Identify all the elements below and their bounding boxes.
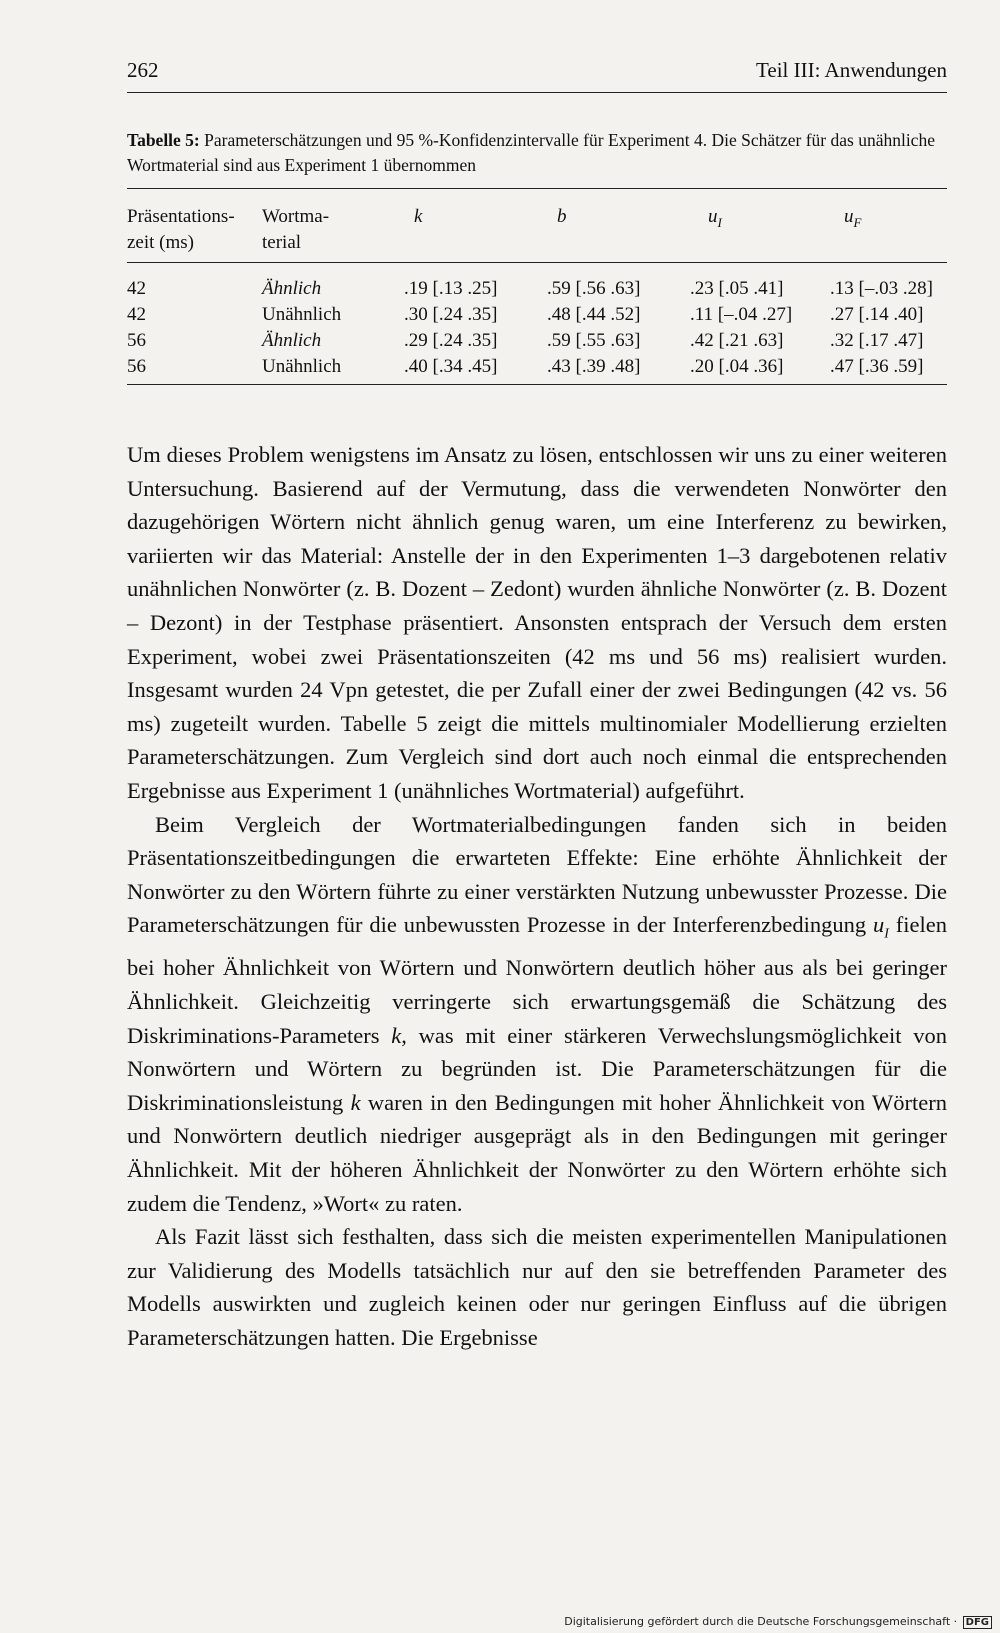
symbol-uI: $u_I$ [872,912,889,942]
cell-zeit: 56 [127,330,146,351]
footer-text: Digitalisierung gefördert durch die Deutsche Forschungsgemeinschaft · [564,1615,958,1628]
table-row [127,328,947,354]
cell-material: Unähnlich [262,304,342,325]
running-title: Teil III: Anwendungen [756,58,947,82]
header-uI: $u_I$ [708,206,722,230]
cell-uF: .47 [.36 .59] [830,356,924,377]
symbol-k: k [391,1022,402,1048]
cell-k: .19 [.13 .25] [404,278,498,299]
cell-zeit: 56 [127,356,146,377]
cell-uF: .32 [.17 .47] [830,330,924,351]
table-top-rule [127,188,947,189]
cell-material: Ähnlich [262,278,322,299]
header-uF: $u_F$ [844,206,862,230]
cell-material: Ähnlich [262,330,322,351]
header-rule [127,92,947,93]
digitization-footer [564,1615,992,1629]
table-header [127,204,947,256]
page-header [127,58,947,92]
body-text [127,438,947,1355]
cell-uF: .13 [–.03 .28] [830,278,933,299]
header-b: b [557,206,567,227]
cell-k: .29 [.24 .35] [404,330,498,351]
cell-material: Unähnlich [262,356,342,377]
header-zeit: Präsentations- zeit (ms) [127,206,235,253]
cell-b: .43 [.39 .48] [547,356,641,377]
header-material: Wortma- terial [262,206,330,253]
symbol-k: k [350,1089,361,1115]
cell-uF: .27 [.14 .40] [830,304,924,325]
cell-b: .59 [.55 .63] [547,330,641,351]
paragraph: Beim Vergleich der Wortmaterialbedingungen fanden sich in beiden Präsentationszeitbedingungen die erwarteten Effekte: Eine erhöhte Ähnlichkeit der Nonwörter zu den Wörtern führte zu einer verstärkten Nutzung unbewusster Prozesse. Die Parameterschätzungen für die unbewussten Prozesse in der Interferenzbedingung $u_I$ fielen bei hoher Ähnlichkeit von Wörtern und Nonwörtern deutlich höher aus als bei geringer Ähnlichkeit. Gleichzeitig verringerte sich erwartungsgemäß die Schätzung des Diskriminations-Parameters k, was mit einer stärkeren Verwechslungsmöglichkeit von Nonwörtern und Wörtern zu begründen ist. Die Parameterschätzungen für die Diskriminationsleistung k waren in den Bedingungen mit hoher Ähnlichkeit von Wörtern und Nonwörtern deutlich niedriger ausgeprägt als in den Bedingungen mit geringer Ähnlichkeit. Mit der höheren Ähnlichkeit der Nonwörter zu den Wörtern erhöhte sich zudem die Tendenz, »Wort« zu raten. [127,811,948,1216]
header-k: k [414,206,423,227]
cell-uI: .11 [–.04 .27] [690,304,793,325]
paragraph: Um dieses Problem wenigstens im Ansatz zu lösen, entschlossen wir uns zu einer weiteren Untersuchung. Basierend auf der Vermutung, dass die verwendeten Nonwörter den dazugehörigen Wörtern nicht ähnlich genug waren, um eine Interferenz zu bewirken, variierten wir das Material: Anstelle der in den Experimenten 1–3 dargebotenen relativ unähnlichen Nonwörter (z. B. Dozent – Zedont) wurden ähnliche Nonwörter (z. B. Dozent – Dezont) in der Testphase präsentiert. Ansonsten entsprach der Versuch dem ersten Experiment, wobei zwei Präsentationszeiten (42 ms und 56 ms) realisiert wurden. Insgesamt wurden 24 Vpn getestet, die per Zufall einer der zwei Bedingungen (42 vs. 56 ms) zugeteilt wurden. Tabelle 5 zeigt die mittels multinomialer Modellierung erzielten Parameterschätzungen. Zum Vergleich sind dort auch noch einmal die entsprechenden Ergebnisse aus Experiment 1 (unähnliches Wortmaterial) aufgeführt. [127,442,947,803]
table-header-rule [127,262,947,263]
cell-b: .59 [.56 .63] [547,278,641,299]
table-row [127,354,947,380]
page-number: 262 [127,58,159,82]
cell-k: .30 [.24 .35] [404,304,498,325]
table-bottom-rule [127,384,947,385]
data-table [127,276,947,380]
cell-zeit: 42 [127,304,146,325]
caption-text: Parameterschätzungen und 95 %-Konfidenzintervalle für Experiment 4. Die Schätzer für das unähnliche Wortmaterial sind aus Experiment 1 übernommen [127,130,935,175]
cell-b: .48 [.44 .52] [547,304,641,325]
caption-label: Tabelle 5: [127,130,200,150]
paragraph: Als Fazit lässt sich festhalten, dass sich die meisten experimentellen Manipulationen zur Validierung des Modells tatsächlich nur auf den sie betreffenden Parameter des Modells auswirkten und zugleich keinen oder nur geringen Einfluss auf die übrigen Parameterschätzungen hatten. Die Ergebnisse [127,1224,947,1350]
cell-uI: .23 [.05 .41] [690,278,784,299]
table-row [127,276,947,302]
table-row [127,302,947,328]
dfg-logo-icon: DFG [963,1616,992,1629]
cell-uI: .20 [.04 .36] [690,356,784,377]
cell-uI: .42 [.21 .63] [690,330,784,351]
cell-zeit: 42 [127,278,146,299]
cell-k: .40 [.34 .45] [404,356,498,377]
table-caption [127,128,947,178]
